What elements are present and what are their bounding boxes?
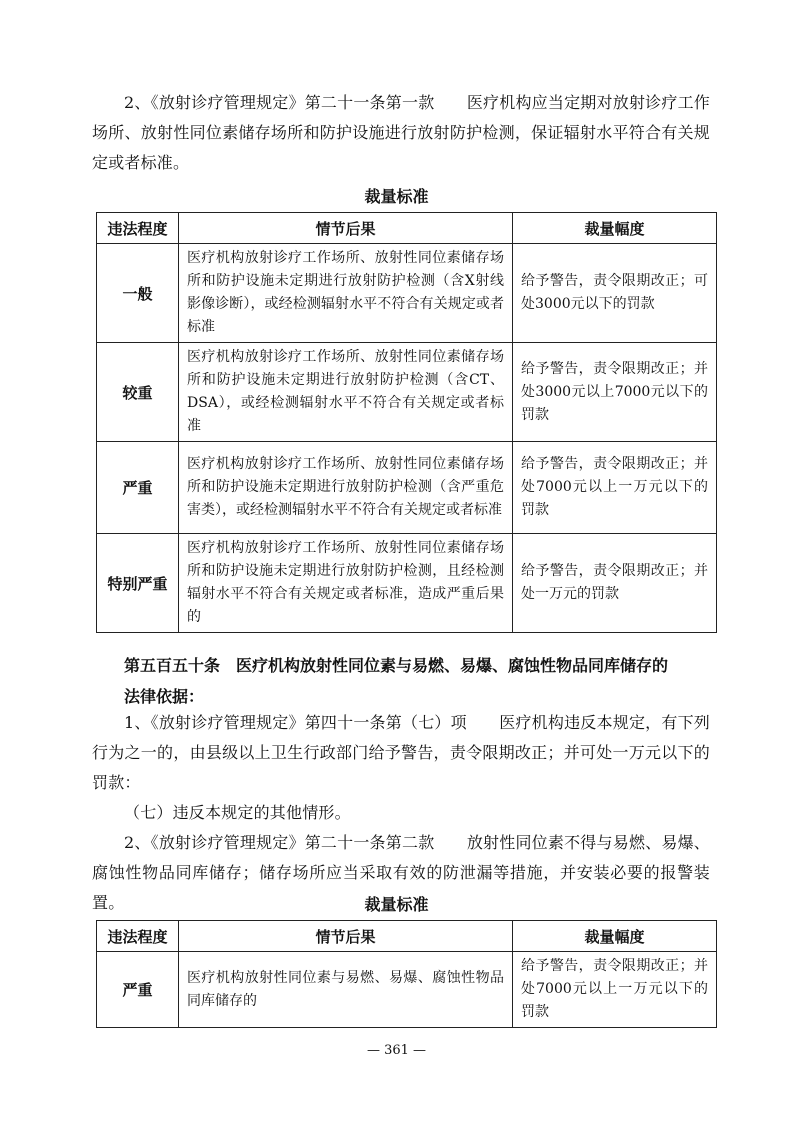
level-cell: 特别严重 <box>97 534 179 633</box>
penalty-cell: 给予警告，责令限期改正；并处一万元的罚款 <box>513 534 717 633</box>
intro-paragraph: 2、《放射诊疗管理规定》第二十一条第一款 医疗机构应当定期对放射诊疗工作场所、放射性同位素储存场所和防护设施进行放射防护检测，保证辐射水平符合有关规定或者标准。 <box>92 93 710 172</box>
legal-basis-paragraph-1: 1、《放射诊疗管理规定》第四十一条第（七）项 医疗机构违反本规定，有下列行为之一的，由县级以上卫生行政部门给予警告，责令限期改正；并可处一万元以下的罚款： <box>92 713 710 792</box>
fact-cell: 医疗机构放射诊疗工作场所、放射性同位素储存场所和防护设施未定期进行放射防护检测（含X射线影像诊断），或经检测辐射水平不符合有关规定或者标准 <box>179 244 513 343</box>
column-header-level: 违法程度 <box>97 213 179 244</box>
table-header-row <box>97 921 717 952</box>
level-cell: 一般 <box>97 244 179 343</box>
fact-cell: 医疗机构放射诊疗工作场所、放射性同位素储存场所和防护设施未定期进行放射防护检测（含CT、DSA），或经检测辐射水平不符合有关规定或者标准 <box>179 343 513 442</box>
column-header-level: 违法程度 <box>97 921 179 952</box>
penalty-cell: 给予警告，责令限期改正；并处3000元以上7000元以下的罚款 <box>513 343 717 442</box>
page-number: — 361 — <box>366 1043 427 1058</box>
table1-title: 裁量标准 <box>364 187 429 206</box>
fact-cell: 医疗机构放射诊疗工作场所、放射性同位素储存场所和防护设施未定期进行放射防护检测，且经检测辐射水平不符合有关规定或者标准，造成严重后果的 <box>179 534 513 633</box>
level-cell: 严重 <box>97 442 179 534</box>
table-row <box>97 534 717 633</box>
table2-title: 裁量标准 <box>364 895 429 914</box>
penalty-cell: 给予警告，责令限期改正；并处7000元以上一万元以下的罚款 <box>513 952 717 1028</box>
table-row <box>97 442 717 534</box>
level-cell: 较重 <box>97 343 179 442</box>
legal-basis-label: 法律依据： <box>124 687 205 706</box>
fact-cell: 医疗机构放射性同位素与易燃、易爆、腐蚀性物品同库储存的 <box>179 952 513 1028</box>
table1 <box>96 212 717 633</box>
table-row <box>97 244 717 343</box>
table-row <box>97 952 717 1028</box>
level-cell: 严重 <box>97 952 179 1028</box>
column-header-penalty: 裁量幅度 <box>513 921 717 952</box>
column-header-fact: 情节后果 <box>179 213 513 244</box>
legal-basis-item-7: （七）违反本规定的其他情形。 <box>124 803 351 822</box>
penalty-cell: 给予警告，责令限期改正；并处7000元以上一万元以下的罚款 <box>513 442 717 534</box>
penalty-cell: 给予警告，责令限期改正；可处3000元以下的罚款 <box>513 244 717 343</box>
fact-cell: 医疗机构放射诊疗工作场所、放射性同位素储存场所和防护设施未定期进行放射防护检测（含严重危害类），或经检测辐射水平不符合有关规定或者标准 <box>179 442 513 534</box>
column-header-fact: 情节后果 <box>179 921 513 952</box>
column-header-penalty: 裁量幅度 <box>513 213 717 244</box>
table-header-row <box>97 213 717 244</box>
table2 <box>96 920 717 1028</box>
article-heading: 第五百五十条 医疗机构放射性同位素与易燃、易爆、腐蚀性物品同库储存的 <box>124 656 669 675</box>
table-row <box>97 343 717 442</box>
legal-basis-paragraph-2: 2、《放射诊疗管理规定》第二十一条第二款 放射性同位素不得与易燃、易爆、腐蚀性物品同库储存；储存场所应当采取有效的防泄漏等措施，并安装必要的报警装置。 <box>92 833 710 912</box>
